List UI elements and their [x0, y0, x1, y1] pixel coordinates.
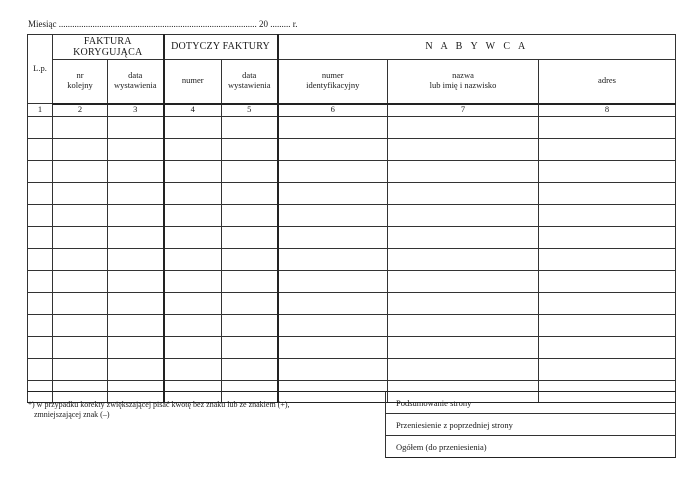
footnote-line-1: *) w przypadku korekty zwiększającej pisać kwotę bez znaku lub ze znakiem (+),: [28, 400, 290, 409]
col-number-4: 4: [164, 104, 222, 117]
table-row: [28, 117, 676, 139]
table-row: [28, 161, 676, 183]
footnote-line-2: zmniejszającej znak (–): [34, 410, 110, 420]
table-row: [28, 359, 676, 381]
table-row: [28, 139, 676, 161]
nabywca-header: N A B Y W C A: [278, 35, 676, 60]
table-row: [28, 337, 676, 359]
month-year-line: Miesiąc ........................................................................................ 20 ......... r.: [28, 19, 298, 29]
col-number-6: 6: [278, 104, 388, 117]
table-bottom-rule: [27, 391, 385, 392]
col-numer: numer: [164, 60, 222, 104]
col-number-7: 7: [388, 104, 539, 117]
faktura-korygujaca-header: FAKTURA KORYGUJĄCA: [53, 35, 164, 60]
dotyczy-faktury-header: DOTYCZY FAKTURY: [164, 35, 278, 60]
col-number-2: 2: [53, 104, 108, 117]
lp-header: L.p.: [28, 35, 53, 104]
col-nr-kolejny: nr kolejny: [53, 60, 108, 104]
col-number-1: 1: [28, 104, 53, 117]
col-data-wystawienia: data wystawienia: [108, 60, 164, 104]
col-number-8: 8: [539, 104, 676, 117]
table-row: [28, 249, 676, 271]
summary-carried-over: Przeniesienie z poprzedniej strony: [386, 414, 676, 436]
col-adres: adres: [539, 60, 676, 104]
table-row: [28, 293, 676, 315]
table-row: [28, 183, 676, 205]
col-number-5: 5: [222, 104, 278, 117]
summary-box: [385, 391, 676, 458]
col-number-3: 3: [108, 104, 164, 117]
table-row: [28, 315, 676, 337]
col-data-wystawienia-2: data wystawienia: [222, 60, 278, 104]
table-row: [28, 271, 676, 293]
summary-page-total: Podsumowanie strony: [386, 392, 676, 414]
invoice-register-table: [27, 34, 676, 403]
col-nazwa: nazwa lub imię i nazwisko: [388, 60, 539, 104]
footnote: [28, 400, 358, 421]
col-numer-identyfikacyjny: numer identyfikacyjny: [278, 60, 388, 104]
table-row: [28, 205, 676, 227]
table-row: [28, 227, 676, 249]
summary-grand-total: Ogółem (do przeniesienia): [386, 436, 676, 458]
